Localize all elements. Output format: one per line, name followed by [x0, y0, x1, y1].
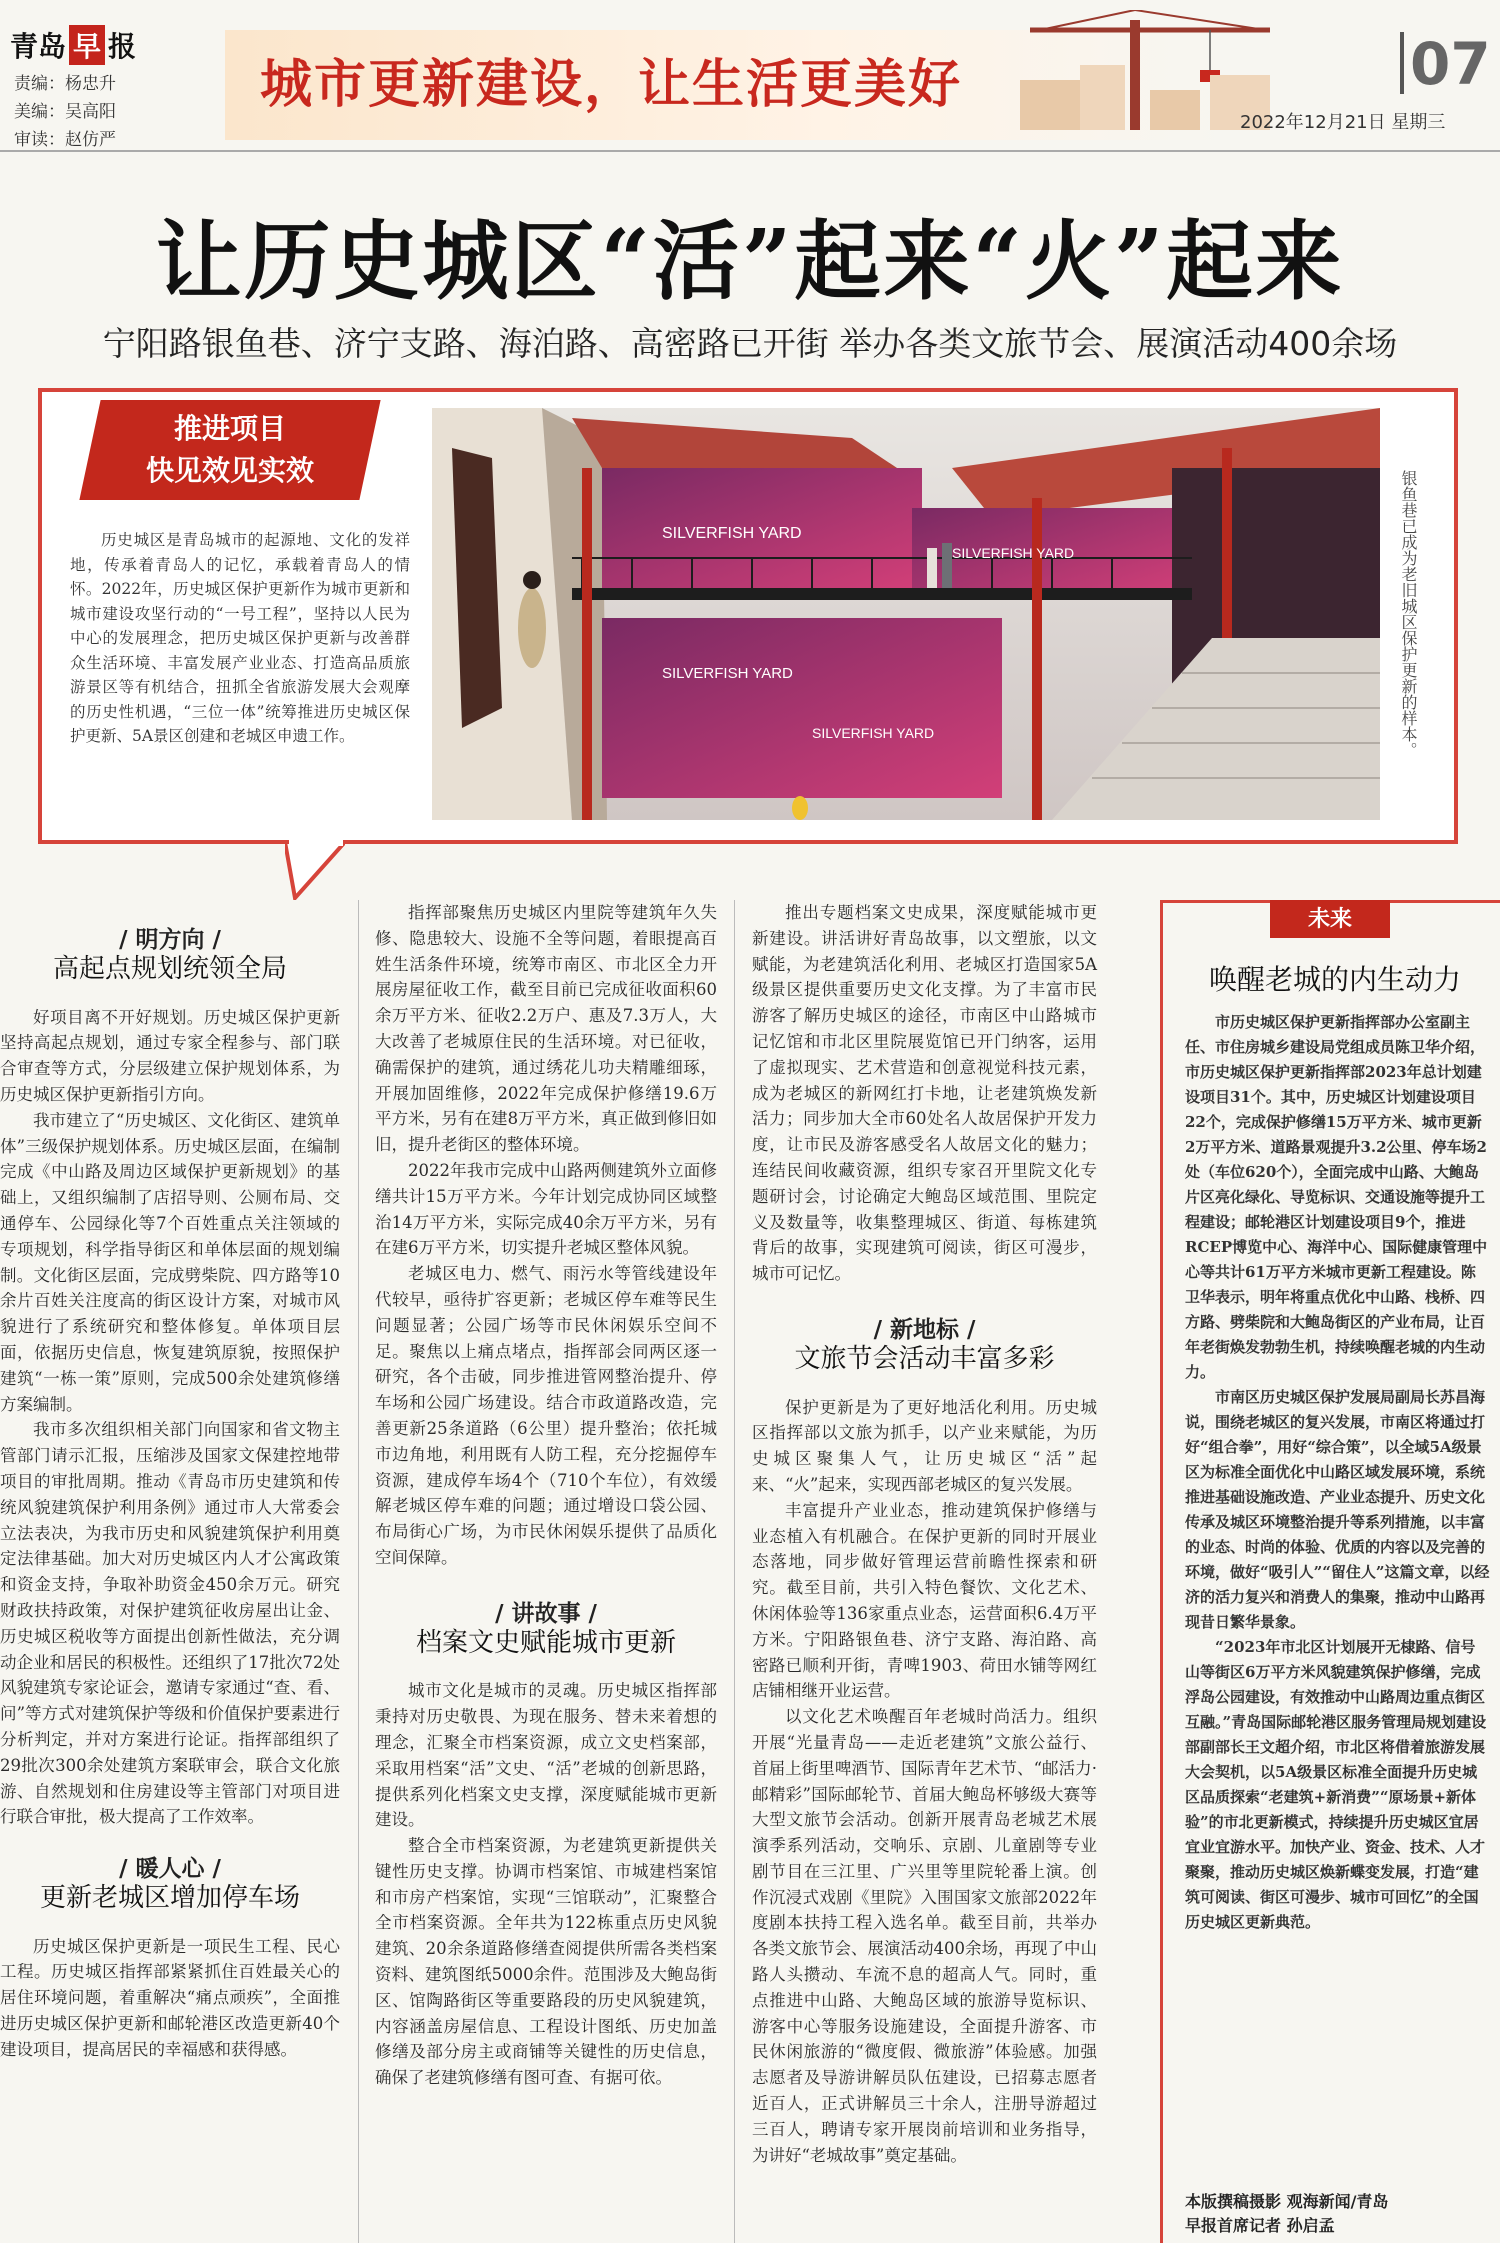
- section-slogan: 城市更新建设，让生活更美好: [260, 54, 963, 115]
- byline-credit: [1185, 2190, 1485, 2238]
- photo-illustration: [432, 408, 1380, 820]
- paragraph: 城市文化是城市的灵魂。历史城区指挥部秉持对历史敬畏、为现在服务、替未来着想的理念，汇聚全市档案资源，成立文史档案部，采取用档案“活”文史、“活”老城的创新思路，提供系列化档案文史支撑，深度赋能城市更新建设。: [375, 1681, 717, 1830]
- ribbon-line-2: 快见效见实效: [145, 454, 314, 487]
- section-title-festivals: 文旅节会活动丰富多彩: [794, 1343, 1055, 1374]
- paragraph: 老城区电力、燃气、雨污水等管线建设年代较早，亟待扩容更新；老城区停车难等民生问题显著；公园广场等市民休闲娱乐空间不足。聚焦以上痛点堵点，指挥部会同两区逐一研究，各个击破，同步推进管网整治提升、停车场和公园广场建设。结合市政道路改造，完善更新25条道路（6公里）提升整治；依托城市边角地，利用既有人防工程，充分挖掘停车资源，建成停车场4个（710个车位），有效缓解老城区停车难的问题；通过增设口袋公园、布局街心广场，为市民休闲娱乐提供了品质化空间保障。: [375, 1264, 717, 1567]
- designer-name: 美编：吴高阳: [14, 102, 116, 122]
- paragraph: 我市多次组织相关部门向国家和省文物主管部门请示汇报，压缩涉及国家文保建控地带项目的审批周期。推动《青岛市历史建筑和传统风貌建筑保护利用条例》通过市人大常委会立法表决，为我市历史和风貌建筑保护利用奠定法律基础。加大对历史城区内人才公寓政策和资金支持，争取补助资金450余万元。研究财政扶持政策，对保护建筑征收房屋出让金、历史城区税收等方面提出创新性做法，充分调动企业和居民的积极性。还组织了17批次72处风貌建筑专家论证会，邀请专家通过“查、看、问”等方式对建筑保护等级和价值保护要素进行分析判定，并对方案进行论证。指挥部组织了29批次300余处建筑方案联审会，联合文化旅游、自然规划和住房建设等主管部门对项目进行联合审批，极大提高了工作效率。: [0, 1420, 340, 1827]
- main-headline: 让历史城区“活”起来“火”起来: [155, 211, 1345, 312]
- silverfish-yard-photo: [432, 408, 1380, 820]
- paragraph: 市南区历史城区保护发展局副局长苏昌海说，围绕老城区的复兴发展，市南区将通过打好“组合拳”，用好“综合策”，以全域5A级景区为标准全面优化中山路区域发展环境，系统推进基础设施改造、产业业态提升、历史文化传承及城区环境整治提升等系列措施，以丰富的业态、时尚的体验、优质的内容以及完善的环境，做好“吸引人”“留住人”这篇文章，以经济的活力复兴和消费人的集聚，推动中山路再现昔日繁华景象。: [1185, 1388, 1490, 1631]
- paragraph: 保护更新是为了更好地活化利用。历史城区指挥部以文旅为抓手，以产业来赋能，为历史城区聚集人气，让历史城区“活”起来、“火”起来，实现西部老城区的复兴发展。: [752, 1397, 1097, 1494]
- section-tag-direction: / 明方向 /: [119, 926, 221, 953]
- credit-line-1: 本版撰稿摄影 观海新闻/青岛: [1185, 2192, 1389, 2211]
- paragraph: 推出专题档案文史成果，深度赋能城市更新建设。讲活讲好青岛故事，以文塑旅，以文赋能，为老建筑活化利用、老城区打造国家5A级景区提供重要历史文化支撑。为了丰富市民游客了解历史城区的途径，市南区中山路城市记忆馆和市北区里院展览馆已开门纳客，运用了虚拟现实、艺术营造和创意视觉科技元素，成为老城区的新网红打卡地，让老建筑焕发新活力；同步加大全市60处名人故居保护开发力度，让市民及游客感受名人故居文化的魅力；连结民间收藏资源，组织专家召开里院文化专题研讨会，讨论确定大鲍岛区域范围、里院定义及数量等，收集整理城区、街道、每栋建筑背后的故事，实现建筑可阅读，街区可漫步，城市可记忆。: [752, 903, 1097, 1284]
- column-divider: [358, 900, 359, 2243]
- future-tag: 未来: [1270, 900, 1390, 938]
- photo-sign-1: SILVERFISH YARD: [662, 525, 802, 542]
- future-title: 唤醒老城的内生动力: [1208, 963, 1461, 996]
- photo-caption: 银鱼巷已成为老旧城区保护更新的样本。: [1399, 470, 1418, 758]
- paragraph: 好项目离不开好规划。历史城区保护更新坚持高起点规划，通过专家全程参与、部门联合审查等方式，分层级建立保护规划体系，为历史城区保护更新指引方向。: [0, 1007, 340, 1104]
- section-tag-story: / 讲故事 /: [495, 1599, 597, 1627]
- paragraph: 指挥部聚焦历史城区内里院等建筑年久失修、隐患较大、设施不全等问题，着眼提高百姓生活条件环境，统筹市南区、市北区全力开展房屋征收工作，截至目前已完成征收面积60余万平方米、征收2.2万户、惠及7.3万人，大大改善了老城原住民的生活环境。对已征收，确需保护的建筑，通过绣花儿功夫精雕细琢，开展加固维修，2022年完成保护修缮19.6万平方米，另有在建8万平方米，真正做到修旧如旧，提升老街区的整体环境。: [375, 903, 717, 1155]
- sub-headline: 宁阳路银鱼巷、济宁支路、海泊路、高密路已开街 举办各类文旅节会、展演活动400余场: [102, 324, 1398, 363]
- editor-name: 责编：杨忠升: [14, 74, 116, 94]
- column-2: [375, 900, 717, 2091]
- column-4: [1185, 1010, 1490, 1935]
- credit-line-2: 早报首席记者 孙启孟: [1185, 2216, 1335, 2235]
- section-title-parking: 更新老城区增加停车场: [39, 1882, 300, 1913]
- paragraph: 2022年我市完成中山路两侧建筑外立面修缮共计15万平方米。今年计划完成协同区域整治14万平方米，实际完成40余万平方米，另有在建6万平方米，切实提升老城区整体风貌。: [375, 1160, 717, 1258]
- editor-credits: [14, 70, 116, 154]
- feature-ribbon-text: [100, 408, 360, 492]
- paragraph: “2023年市北区计划展开无棣路、信号山等街区6万平方米风貌建筑保护修缮，完成浮岛公园建设，有效推动中山路周边重点街区互融。”青岛国际邮轮港区服务管理局规划建设部副部长王文超介绍，市北区将借着旅游发展大会契机，以5A级景区标准全面提升历史城区品质探索“老建筑+新消费”“原场景+新体验”的市北更新模式，持续提升历史城区宜居宜业宜游水平。加快产业、资金、技术、人才聚聚，推动历史城区焕新蝶变发展，打造“建筑可阅读、街区可漫步、城市可回忆”的全国历史城区更新典范。: [1185, 1638, 1487, 1931]
- column-1: [0, 926, 340, 2063]
- paragraph: 我市建立了“历史城区、文化街区、建筑单体”三级保护规划体系。历史城区层面，在编制完成《中山路及周边区域保护更新规划》的基础上，又组织编制了店招导则、公厕布局、交通停车、公园绿化等7个百姓重点关注领域的专项规划，科学指导街区和单体层面的规划编制。文化街区层面，完成劈柴院、四方路等10余片百姓关注度高的街区设计方案，对城市风貌进行了系统研究和整体修复。单体项目层面，依据历史信息，恢复建筑原貌，按照保护建筑“一栋一策”原则，完成500余处建筑修缮方案编制。: [0, 1110, 340, 1414]
- paragraph: 历史城区保护更新是一项民生工程、民心工程。历史城区指挥部紧紧抓住百姓最关心的居住环境问题，着重解决“痛点顽疾”，全面推进历史城区保护更新和邮轮港区改造更新40个建设项目，提高居民的幸福感和获得感。: [0, 1936, 340, 2059]
- photo-sign-4: SILVERFISH YARD: [812, 725, 935, 741]
- logo-text-post: 报: [108, 30, 137, 63]
- paragraph: 整合全市档案资源，为老建筑更新提供关键性历史支撑。协调市档案馆、市城建档案馆和市房产档案馆，实现“三馆联动”，汇聚整合全市档案资源。全年共为122栋重点历史风貌建筑、20余条道路修缮查阅提供所需各类档案资料、建筑图纸5000余件。范围涉及大鲍岛街区、馆陶路街区等重要路段的历史风貌建筑，内容涵盖房屋信息、工程设计图纸、历史加盖修缮及部分房主或商铺等关键性的历史信息，确保了老建筑修缮有图可查、有据可依。: [375, 1836, 717, 2088]
- photo-sign-3: SILVERFISH YARD: [662, 665, 793, 682]
- masthead-rule: [0, 150, 1500, 152]
- section-title-planning: 高起点规划统领全局: [52, 953, 287, 984]
- section-tag-landmark: / 新地标 /: [873, 1315, 976, 1343]
- paragraph: 市历史城区保护更新指挥部办公室副主任、市住房城乡建设局党组成员陈卫华介绍，市历史城区保护更新指挥部2023年总计划建设项目31个。其中，历史城区计划建设项目22个，完成保护修缮15万平方米、城市更新2万平方米、道路景观提升3.2公里、停车场2处（车位620个），全面完成中山路、大鲍岛片区亮化绿化、导览标识、交通设施等提升工程建设；邮轮港区计划建设项目9个，推进RCEP博览中心、海洋中心、国际健康管理中心等共计61万平方米城市更新工程建设。陈卫华表示，明年将重点优化中山路、栈桥、四方路、劈柴院和大鲍岛街区的产业布局，让百年老街焕发勃勃生机，持续唤醒老城的内生动力。: [1185, 1013, 1488, 1381]
- feature-intro: 历史城区是青岛城市的起源地、文化的发祥地，传承着青岛人的记忆，承载着青岛人的情怀。2022年，历史城区保护更新作为城市更新和城市建设攻坚行动的“一号工程”，坚持以人民为中心的发展理念，把历史城区保护更新与改善群众生活环境、丰富发展产业业态、打造高品质旅游景区等有机结合，扭抓全省旅游发展大会观摩的历史性机遇，“三位一体”统筹推进历史城区保护更新、5A景区创建和老城区申遗工作。: [70, 531, 410, 745]
- page-number-divider: [1400, 32, 1404, 94]
- logo-box: 早: [69, 25, 105, 65]
- paragraph: 以文化艺术唤醒百年老城时尚活力。组织开展“光量青岛——走近老建筑”文旅公益行、首届上街里啤酒节、国际青年艺术节、“邮活力·邮精彩”国际邮轮节、首届大鲍岛杯够级大赛等大型文旅节会活动。创新开展青岛老城艺术展演季系列活动，交响乐、京剧、儿童剧等专业剧节目在三江里、广兴里等里院轮番上演。创作沉浸式戏剧《里院》入围国家文旅部2022年度剧本扶持工程入选名单。截至目前，共举办各类文旅节会、展演活动400余场，再现了中山路人头攒动、车流不息的超高人气。同时，重点推进中山路、大鲍岛区域的旅游导览标识、游客中心等服务设施建设，全面提升游客、市民休闲旅游的“微度假、微旅游”体验感。加强志愿者及导游讲解员队伍建设，已招募志愿者近百人，正式讲解员三十余人，注册导游超过三百人，聘请专家开展岗前培训和业务指导，为讲好“老城故事”奠定基础。: [752, 1707, 1097, 2165]
- section-tag-warm: / 暖人心 /: [119, 1855, 221, 1883]
- paragraph: 丰富提升产业业态，推动建筑保护修缮与业态植入有机融合。在保护更新的同时开展业态落地，同步做好管理运营前瞻性探索和研究。截至目前，共引入特色餐饮、文化艺术、休闲体验等136家重点业态，运营面积6.4万平方米。宁阳路银鱼巷、济宁支路、海泊路、高密路已顺利开街，青啤1903、荷田水铺等网红店铺相继开业运营。: [752, 1500, 1097, 1701]
- logo-text-pre: 青岛: [10, 30, 67, 63]
- photo-sign-2: SILVERFISH YARD: [952, 545, 1075, 561]
- newspaper-logo: [10, 25, 136, 65]
- issue-date: 2022年12月21日 星期三: [1240, 112, 1446, 133]
- ribbon-line-1: 推进项目: [173, 412, 286, 445]
- page-number: 07: [1410, 30, 1491, 98]
- column-3: [752, 900, 1097, 2168]
- section-title-archives: 档案文史赋能城市更新: [415, 1627, 676, 1658]
- reviewer-name: 审读：赵仿严: [14, 130, 116, 150]
- column-divider: [734, 900, 735, 2243]
- speech-pointer: [285, 840, 345, 900]
